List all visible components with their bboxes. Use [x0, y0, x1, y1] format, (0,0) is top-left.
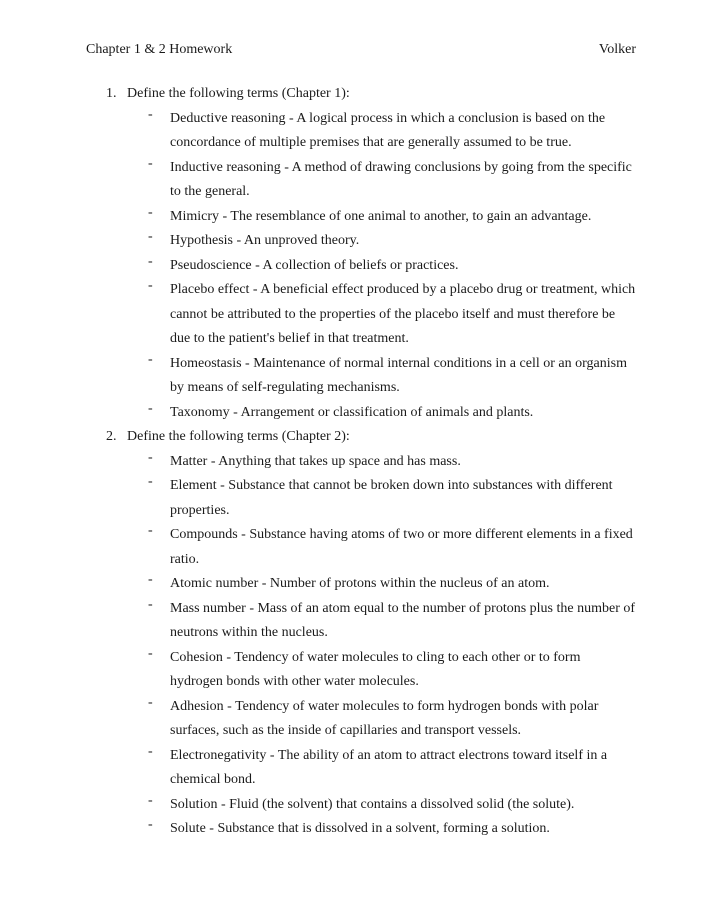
dash-bullet: -: [148, 400, 153, 416]
section-number: 1.: [106, 86, 117, 101]
term-text: Electronegativity - The ability of an atom to attract electrons toward itself in a chemical bond.: [170, 747, 608, 787]
section-heading: [0, 82, 714, 107]
dash-bullet: -: [148, 743, 153, 759]
term-text: Solute - Substance that is dissolved in a solvent, forming a solution.: [170, 821, 550, 836]
term-item: [0, 229, 714, 254]
term-item: [0, 597, 714, 646]
dash-bullet: -: [148, 351, 153, 367]
term-text: Inductive reasoning - A method of drawing conclusions by going from the specific to the general.: [170, 159, 632, 199]
dash-bullet: -: [148, 253, 153, 269]
dash-bullet: -: [148, 229, 153, 244]
term-text: Mass number - Mass of an atom equal to the number of protons plus the number of neutrons within the nucleus.: [170, 600, 636, 640]
dash-bullet: -: [148, 792, 153, 808]
term-item: [0, 646, 714, 695]
dash-bullet: -: [148, 645, 153, 661]
term-text: Deductive reasoning - A logical process in which a conclusion is based on the concordance of multiple premises that are generally assumed to be true.: [170, 110, 606, 150]
homework-content: [0, 82, 714, 842]
term-item: [0, 793, 714, 818]
dash-bullet: -: [148, 694, 153, 710]
term-item: [0, 523, 714, 572]
term-item: [0, 156, 714, 205]
term-text: Solution - Fluid (the solvent) that contains a dissolved solid (the solute).: [170, 796, 575, 812]
dash-bullet: -: [148, 278, 153, 293]
term-item: [0, 401, 714, 426]
term-text: Taxonomy - Arrangement or classification of animals and plants.: [170, 404, 534, 420]
section-chapter-2: [0, 425, 714, 842]
term-item: [0, 278, 714, 352]
header-title: Chapter 1 & 2 Homework: [86, 42, 233, 57]
dash-bullet: -: [148, 817, 153, 832]
dash-bullet: -: [148, 155, 153, 171]
dash-bullet: -: [148, 204, 153, 220]
term-text: Pseudoscience - A collection of beliefs or practices.: [170, 257, 459, 273]
term-item: [0, 474, 714, 523]
section-number: 2.: [106, 429, 117, 444]
term-text: Atomic number - Number of protons within the nucleus of an atom.: [170, 576, 550, 591]
term-item: [0, 107, 714, 156]
dash-bullet: -: [148, 474, 153, 489]
dash-bullet: -: [148, 106, 153, 122]
term-text: Mimicry - The resemblance of one animal to another, to gain an advantage.: [170, 208, 592, 224]
term-text: Matter - Anything that takes up space and has mass.: [170, 453, 461, 469]
term-text: Adhesion - Tendency of water molecules to form hydrogen bonds with polar surfaces, such as the inside of capillaries and transport vessels.: [170, 698, 599, 738]
term-item: [0, 744, 714, 793]
term-item: [0, 817, 714, 842]
page-header: [86, 41, 636, 61]
term-item: [0, 205, 714, 230]
dash-bullet: -: [148, 596, 153, 612]
term-item: [0, 695, 714, 744]
term-text: Element - Substance that cannot be broken down into substances with different properties.: [170, 478, 613, 518]
term-list: [0, 107, 714, 426]
section-heading-text: Define the following terms (Chapter 2):: [127, 429, 350, 444]
term-text: Homeostasis - Maintenance of normal internal conditions in a cell or an organism by means of self-regulating mechanisms.: [170, 355, 627, 395]
term-text: Hypothesis - An unproved theory.: [170, 233, 360, 248]
term-text: Placebo effect - A beneficial effect produced by a placebo drug or treatment, which cannot be attributed to the properties of the placebo itself and must therefore be due to the patient's belief in that treatment.: [170, 282, 636, 346]
dash-bullet: -: [148, 449, 153, 465]
section-heading: [0, 425, 714, 450]
term-list: [0, 450, 714, 842]
section-heading-text: Define the following terms (Chapter 1):: [127, 86, 350, 101]
dash-bullet: -: [148, 523, 153, 538]
dash-bullet: -: [148, 572, 153, 587]
term-item: [0, 254, 714, 279]
term-item: [0, 352, 714, 401]
term-item: [0, 572, 714, 597]
term-text: Cohesion - Tendency of water molecules to cling to each other or to form hydrogen bonds with other water molecules.: [170, 649, 581, 689]
section-chapter-1: [0, 82, 714, 425]
header-author: Volker: [598, 42, 636, 57]
term-item: [0, 450, 714, 475]
term-text: Compounds - Substance having atoms of two or more different elements in a fixed ratio.: [170, 527, 633, 567]
